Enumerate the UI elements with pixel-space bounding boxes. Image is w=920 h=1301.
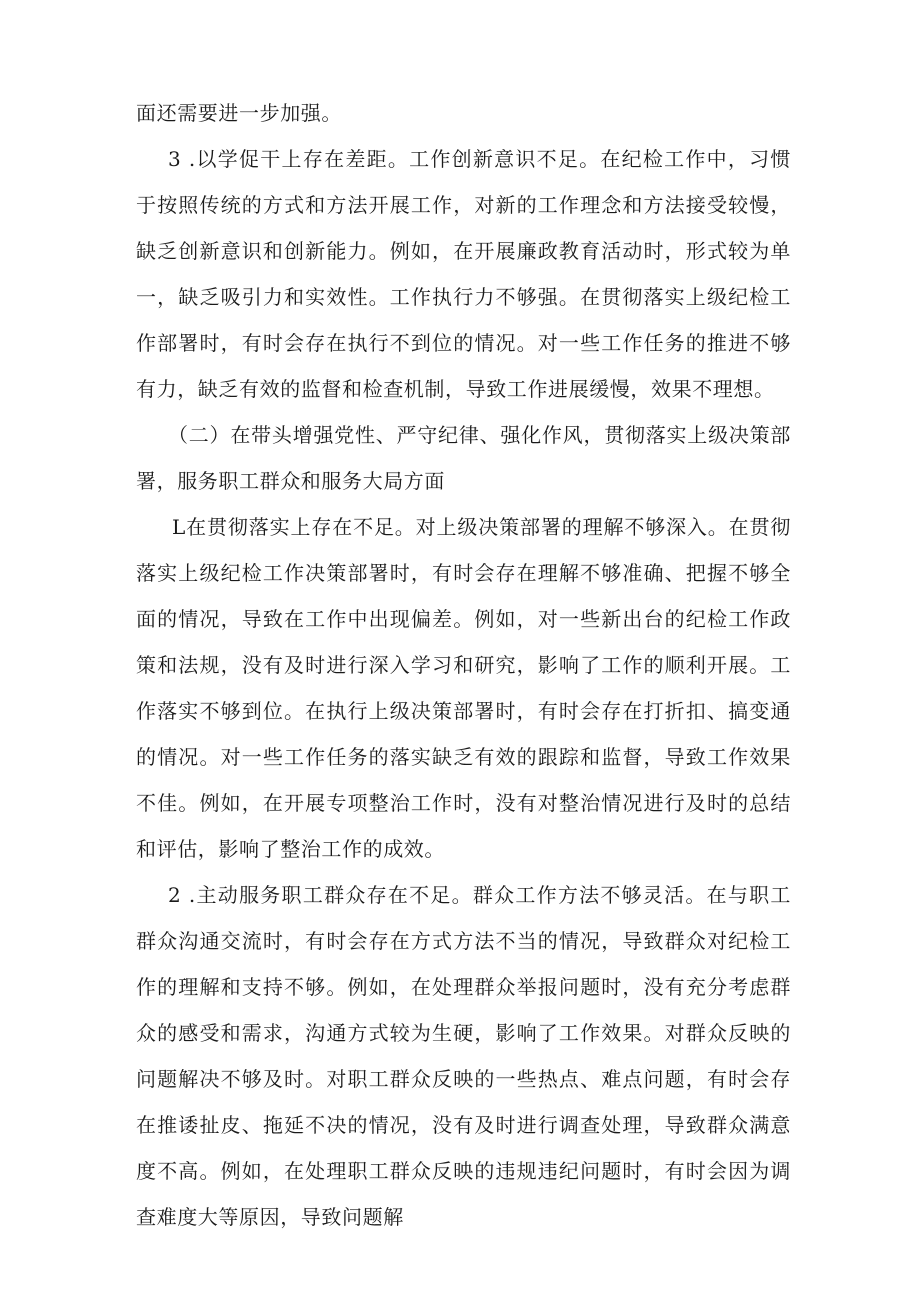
paragraph-item-1: L在贯彻落实上存在不足。对上级决策部署的理解不够深入。在贯彻落实上级纪检工作决策部署时，有时会存在理解不够准确、把握不够全面的情况，导致在工作中出现偏差。例如，对一些新出台的纪检工作政策和法规，没有及时进行深入学习和研究，影响了工作的顺利开展。工作落实不够到位。在执行上级决策部署时，有时会存在打折扣、搞变通的情况。对一些工作任务的落实缺乏有效的跟踪和监督，导致工作效果不佳。例如，在开展专项整治工作时，没有对整治情况进行及时的总结和评估，影响了整治工作的成效。 <box>136 515 791 861</box>
paragraph-continuation: 面还需要进一步加强。 <box>136 101 342 125</box>
section-heading-2: （二）在带头增强党性、严守纪律、强化作风，贯彻落实上级决策部署，服务职工群众和服务大局方面 <box>136 423 791 493</box>
paragraph-item-3: 3 .以学促干上存在差距。工作创新意识不足。在纪检工作中，习惯于按照传统的方式和方法开展工作，对新的工作理念和方法接受较慢，缺乏创新意识和创新能力。例如，在开展廉政教育活动时，形式较为单一，缺乏吸引力和实效性。工作执行力不够强。在贯彻落实上级纪检工作部署时，有时会存在执行不到位的情况。对一些工作任务的推进不够有力，缺乏有效的监督和检查机制，导致工作进展缓慢，效果不理想。 <box>136 147 791 401</box>
paragraph-item-2: 2 .主动服务职工群众存在不足。群众工作方法不够灵活。在与职工群众沟通交流时，有时会存在方式方法不当的情况，导致群众对纪检工作的理解和支持不够。例如，在处理群众举报问题时，没有充分考虑群众的感受和需求，沟通方式较为生硬，影响了工作效果。对群众反映的问题解决不够及时。对职工群众反映的一些热点、难点问题，有时会存在推诿扯皮、拖延不决的情况，没有及时进行调查处理，导致群众满意度不高。例如，在处理职工群众反映的违规违纪问题时，有时会因为调查难度大等原因，导致问题解 <box>136 883 791 1229</box>
document-body <box>136 90 791 1240</box>
